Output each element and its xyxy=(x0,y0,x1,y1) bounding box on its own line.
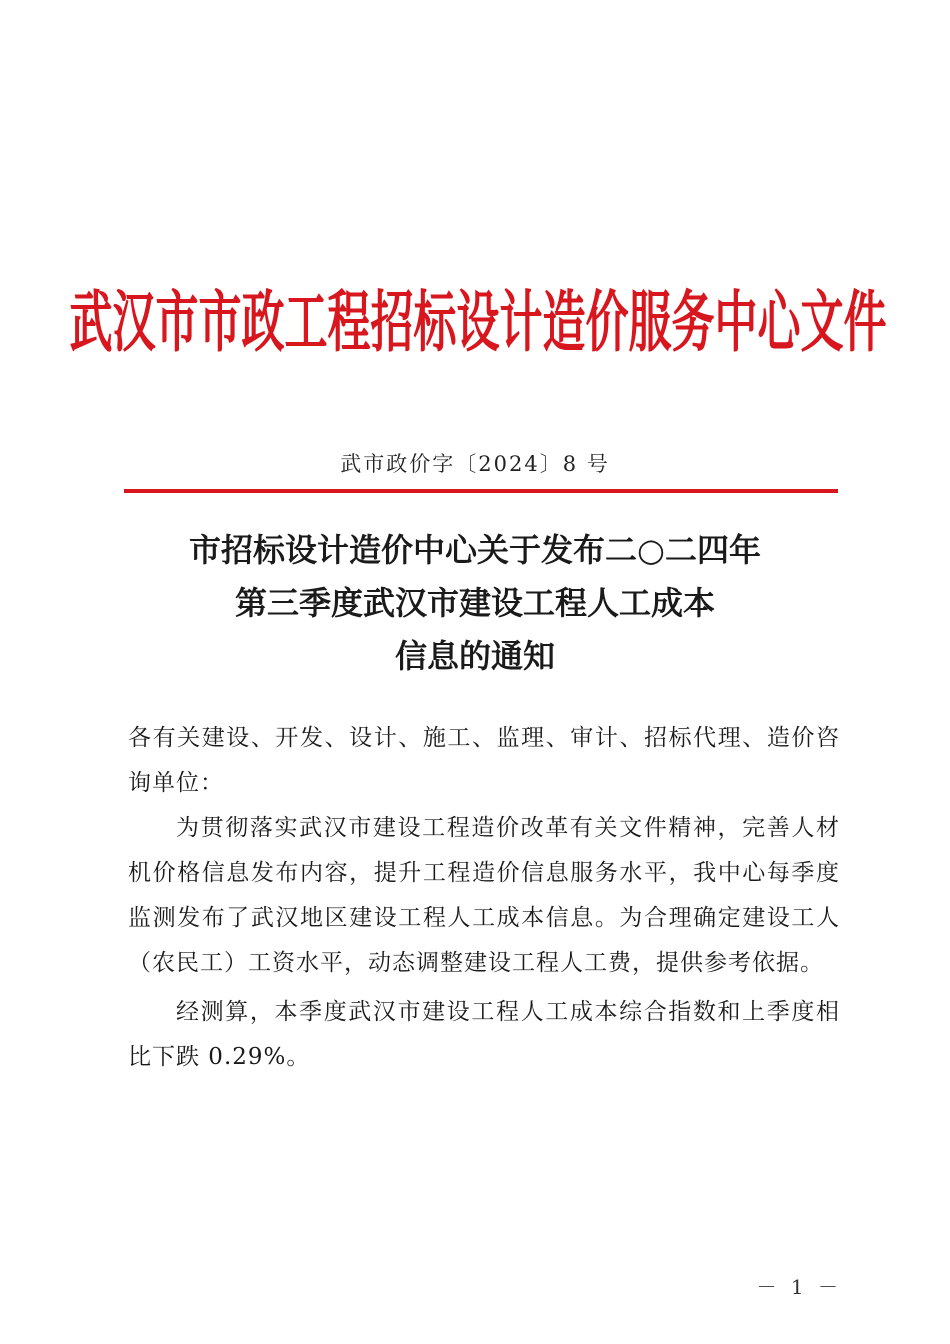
page-number: － 1 － xyxy=(756,1275,842,1299)
title-line-1: 市招标设计造价中心关于发布二○二四年 xyxy=(189,531,761,569)
red-divider-line xyxy=(124,489,838,493)
document-number: 武市政价字〔2024〕8 号 xyxy=(340,452,610,476)
body-paragraph-2: 经测算，本季度武汉市建设工程人工成本综合指数和上季度相比下跌 0.29%。 xyxy=(128,999,840,1070)
document-body xyxy=(128,716,840,1080)
document-title xyxy=(0,524,950,683)
salutation: 各有关建设、开发、设计、施工、监理、审计、招标代理、造价咨询单位： xyxy=(128,725,840,796)
title-line-3: 信息的通知 xyxy=(394,637,555,675)
issuer-header: 武汉市市政工程招标设计造价服务中心文件 xyxy=(69,283,887,362)
title-line-2: 第三季度武汉市建设工程人工成本 xyxy=(234,584,715,622)
body-paragraph-1: 为贯彻落实武汉市建设工程造价改革有关文件精神，完善人材机价格信息发布内容，提升工程造价信息服务水平，我中心每季度监测发布了武汉地区建设工程人工成本信息。为合理确定建设工人（农民工）工资水平，动态调整建设工程人工费，提供参考依据。 xyxy=(128,815,840,976)
